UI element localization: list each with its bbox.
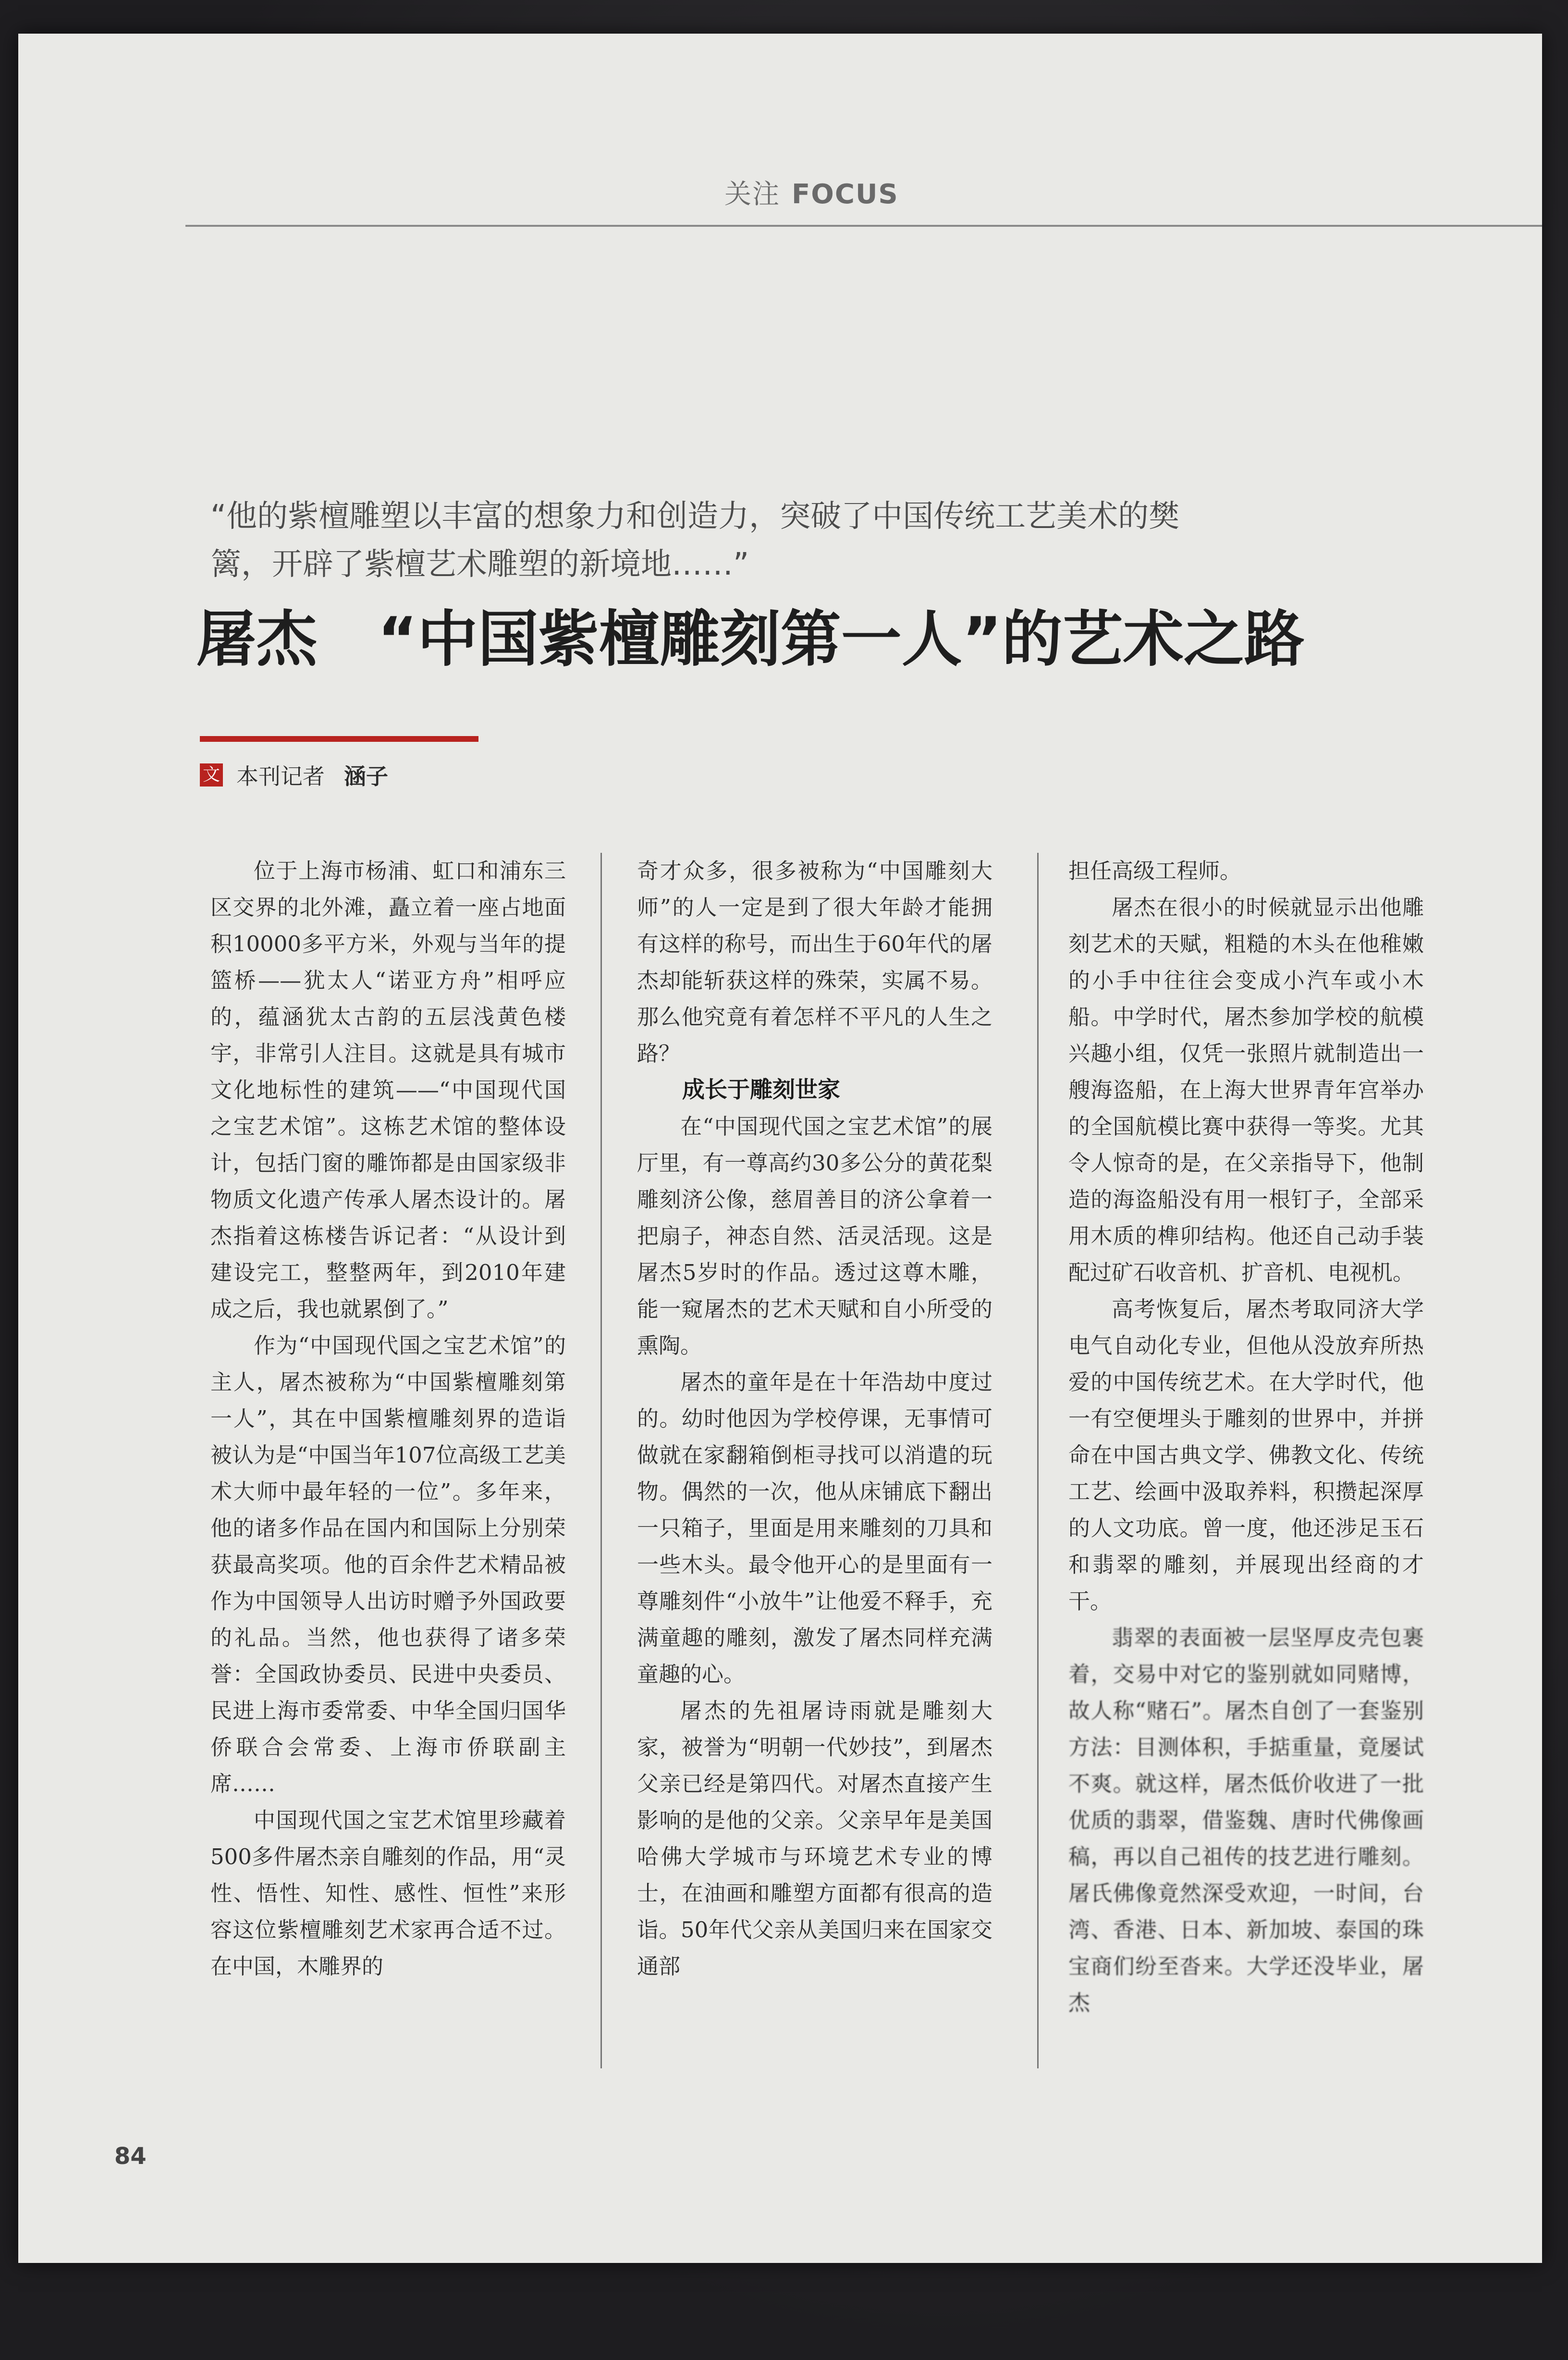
column-divider — [600, 853, 602, 2068]
page-number: 84 — [114, 2143, 147, 2170]
paragraph: 屠杰在很小的时候就显示出他雕刻艺术的天赋，粗糙的木头在他稚嫩的小手中往往会变成小汽车或小木船。中学时代，屠杰参加学校的航模兴趣小组，仅凭一张照片就制造出一艘海盗船，在上海大世界青年宫举办的全国航模比赛中获得一等奖。尤其令人惊奇的是，在父亲指导下，他制造的海盗船没有用一根钉子，全部采用木质的榫卯结构。他还自己动手装配过矿石收音机、扩音机、电视机。 — [1068, 895, 1424, 1285]
paragraph: 屠杰的童年是在十年浩劫中度过的。幼时他因为学校停课，无事情可做就在家翻箱倒柜寻找可以消遣的玩物。偶然的一次，他从床铺底下翻出一只箱子，里面是用来雕刻的刀具和一些木头。最令他开心的是里面有一尊雕刻件“小放牛”让他爱不释手，充满童趣的雕刻，激发了屠杰同样充满童趣的心。 — [637, 1369, 992, 1687]
byline-mark-icon: 文 — [200, 763, 223, 787]
paragraph: 高考恢复后，屠杰考取同济大学电气自动化专业，但他从没放弃所热爱的中国传统艺术。在大学时代，他一有空便埋头于雕刻的世界中，并拼命在中国古典文学、佛教文化、传统工艺、绘画中汲取养料，积攒起深厚的人文功底。曾一度，他还涉足玉石和翡翠的雕刻，并展现出经商的才干。 — [1068, 1296, 1424, 1614]
paragraph: 屠杰的先祖屠诗雨就是雕刻大家，被誉为“明朝一代妙技”，到屠杰父亲已经是第四代。对屠杰直接产生影响的是他的父亲。父亲早年是美国哈佛大学城市与环境艺术专业的博士，在油画和雕塑方面都有很高的造诣。50年代父亲从美国归来在国家交通部 — [637, 1698, 992, 1979]
byline — [200, 759, 388, 791]
paragraph: 在“中国现代国之宝艺术馆”的展厅里，有一尊高约30多公分的黄花梨雕刻济公像，慈眉善目的济公拿着一把扇子，神态自然、活灵活现。这是屠杰5岁时的作品。透过这尊木雕，能一窥屠杰的艺术天赋和自小所受的熏陶。 — [637, 1114, 992, 1358]
paragraph: 奇才众多，很多被称为“中国雕刻大师”的人一定是到了很大年龄才能拥有这样的称号，而出生于60年代的屠杰却能斩获这样的殊荣，实属不易。那么他究竟有着怎样不平凡的人生之路？ — [637, 858, 992, 1066]
body-column-2 — [637, 853, 992, 1985]
section-header-en: FOCUS — [792, 179, 899, 210]
title-accent-rule — [200, 736, 478, 742]
paragraph: 位于上海市杨浦、虹口和浦东三区交界的北外滩，矗立着一座占地面积10000多平方米，外观与当年的提篮桥——犹太人“诺亚方舟”相呼应的，蕴涵犹太古韵的五层浅黄色楼宇，非常引人注目。这就是具有城市文化地标性的建筑——“中国现代国之宝艺术馆”。这栋艺术馆的整体设计，包括门窗的雕饰都是由国家级非物质文化遗产传承人屠杰设计的。屠杰指着这栋楼告诉记者：“从设计到建设完工，整整两年，到2010年建成之后，我也就累倒了。” — [210, 858, 566, 1322]
section-header-cn: 关注 — [724, 179, 780, 210]
paragraph: 中国现代国之宝艺术馆里珍藏着500多件屠杰亲自雕刻的作品，用“灵性、悟性、知性、感性、恒性”来形容这位紫檀雕刻艺术家再合适不过。在中国，木雕界的 — [210, 1807, 566, 1979]
section-subhead: 成长于雕刻世家 — [682, 1077, 840, 1103]
paragraph: 翡翠的表面被一层坚厚皮壳包裹着，交易中对它的鉴别就如同赌博，故人称“赌石”。屠杰自创了一套鉴别方法：目测体积，手掂重量，竟屡试不爽。就这样，屠杰低价收进了一批优质的翡翠，借鉴魏、唐时代佛像画稿，再以自己祖传的技艺进行雕刻。屠氏佛像竟然深受欢迎，一时间，台湾、香港、日本、新加坡、泰国的珠宝商们纷至沓来。大学还没毕业，屠杰 — [1068, 1625, 1424, 2016]
article-title: 屠杰 “中国紫檀雕刻第一人”的艺术之路 — [196, 604, 1305, 675]
byline-name: 涵子 — [344, 763, 388, 789]
paragraph: 作为“中国现代国之宝艺术馆”的主人，屠杰被称为“中国紫檀雕刻第一人”，其在中国紫檀雕刻界的造诣被认为是“中国当年107位高级工艺美术大师中最年轻的一位”。多年来，他的诸多作品在国内和国际上分别荣获最高奖项。他的百余件艺术精品被作为中国领导人出访时赠予外国政要的礼品。当然，他也获得了诸多荣誉：全国政协委员、民进中央委员、民进上海市委常委、中华全国归国华侨联合会常委、上海市侨联副主席…… — [210, 1333, 566, 1796]
column-divider — [1037, 853, 1039, 2068]
magazine-page — [18, 34, 1542, 2263]
paragraph: 担任高级工程师。 — [1068, 858, 1242, 884]
body-column-3 — [1068, 853, 1424, 2021]
section-header — [724, 173, 899, 211]
body-column-1 — [210, 853, 566, 1985]
byline-role: 本刊记者 — [236, 763, 325, 789]
header-rule — [185, 225, 1542, 227]
pull-quote: “他的紫檀雕塑以丰富的想象力和创造力，突破了中国传统工艺美术的樊篱，开辟了紫檀艺术雕塑的新境地……” — [210, 499, 1180, 582]
